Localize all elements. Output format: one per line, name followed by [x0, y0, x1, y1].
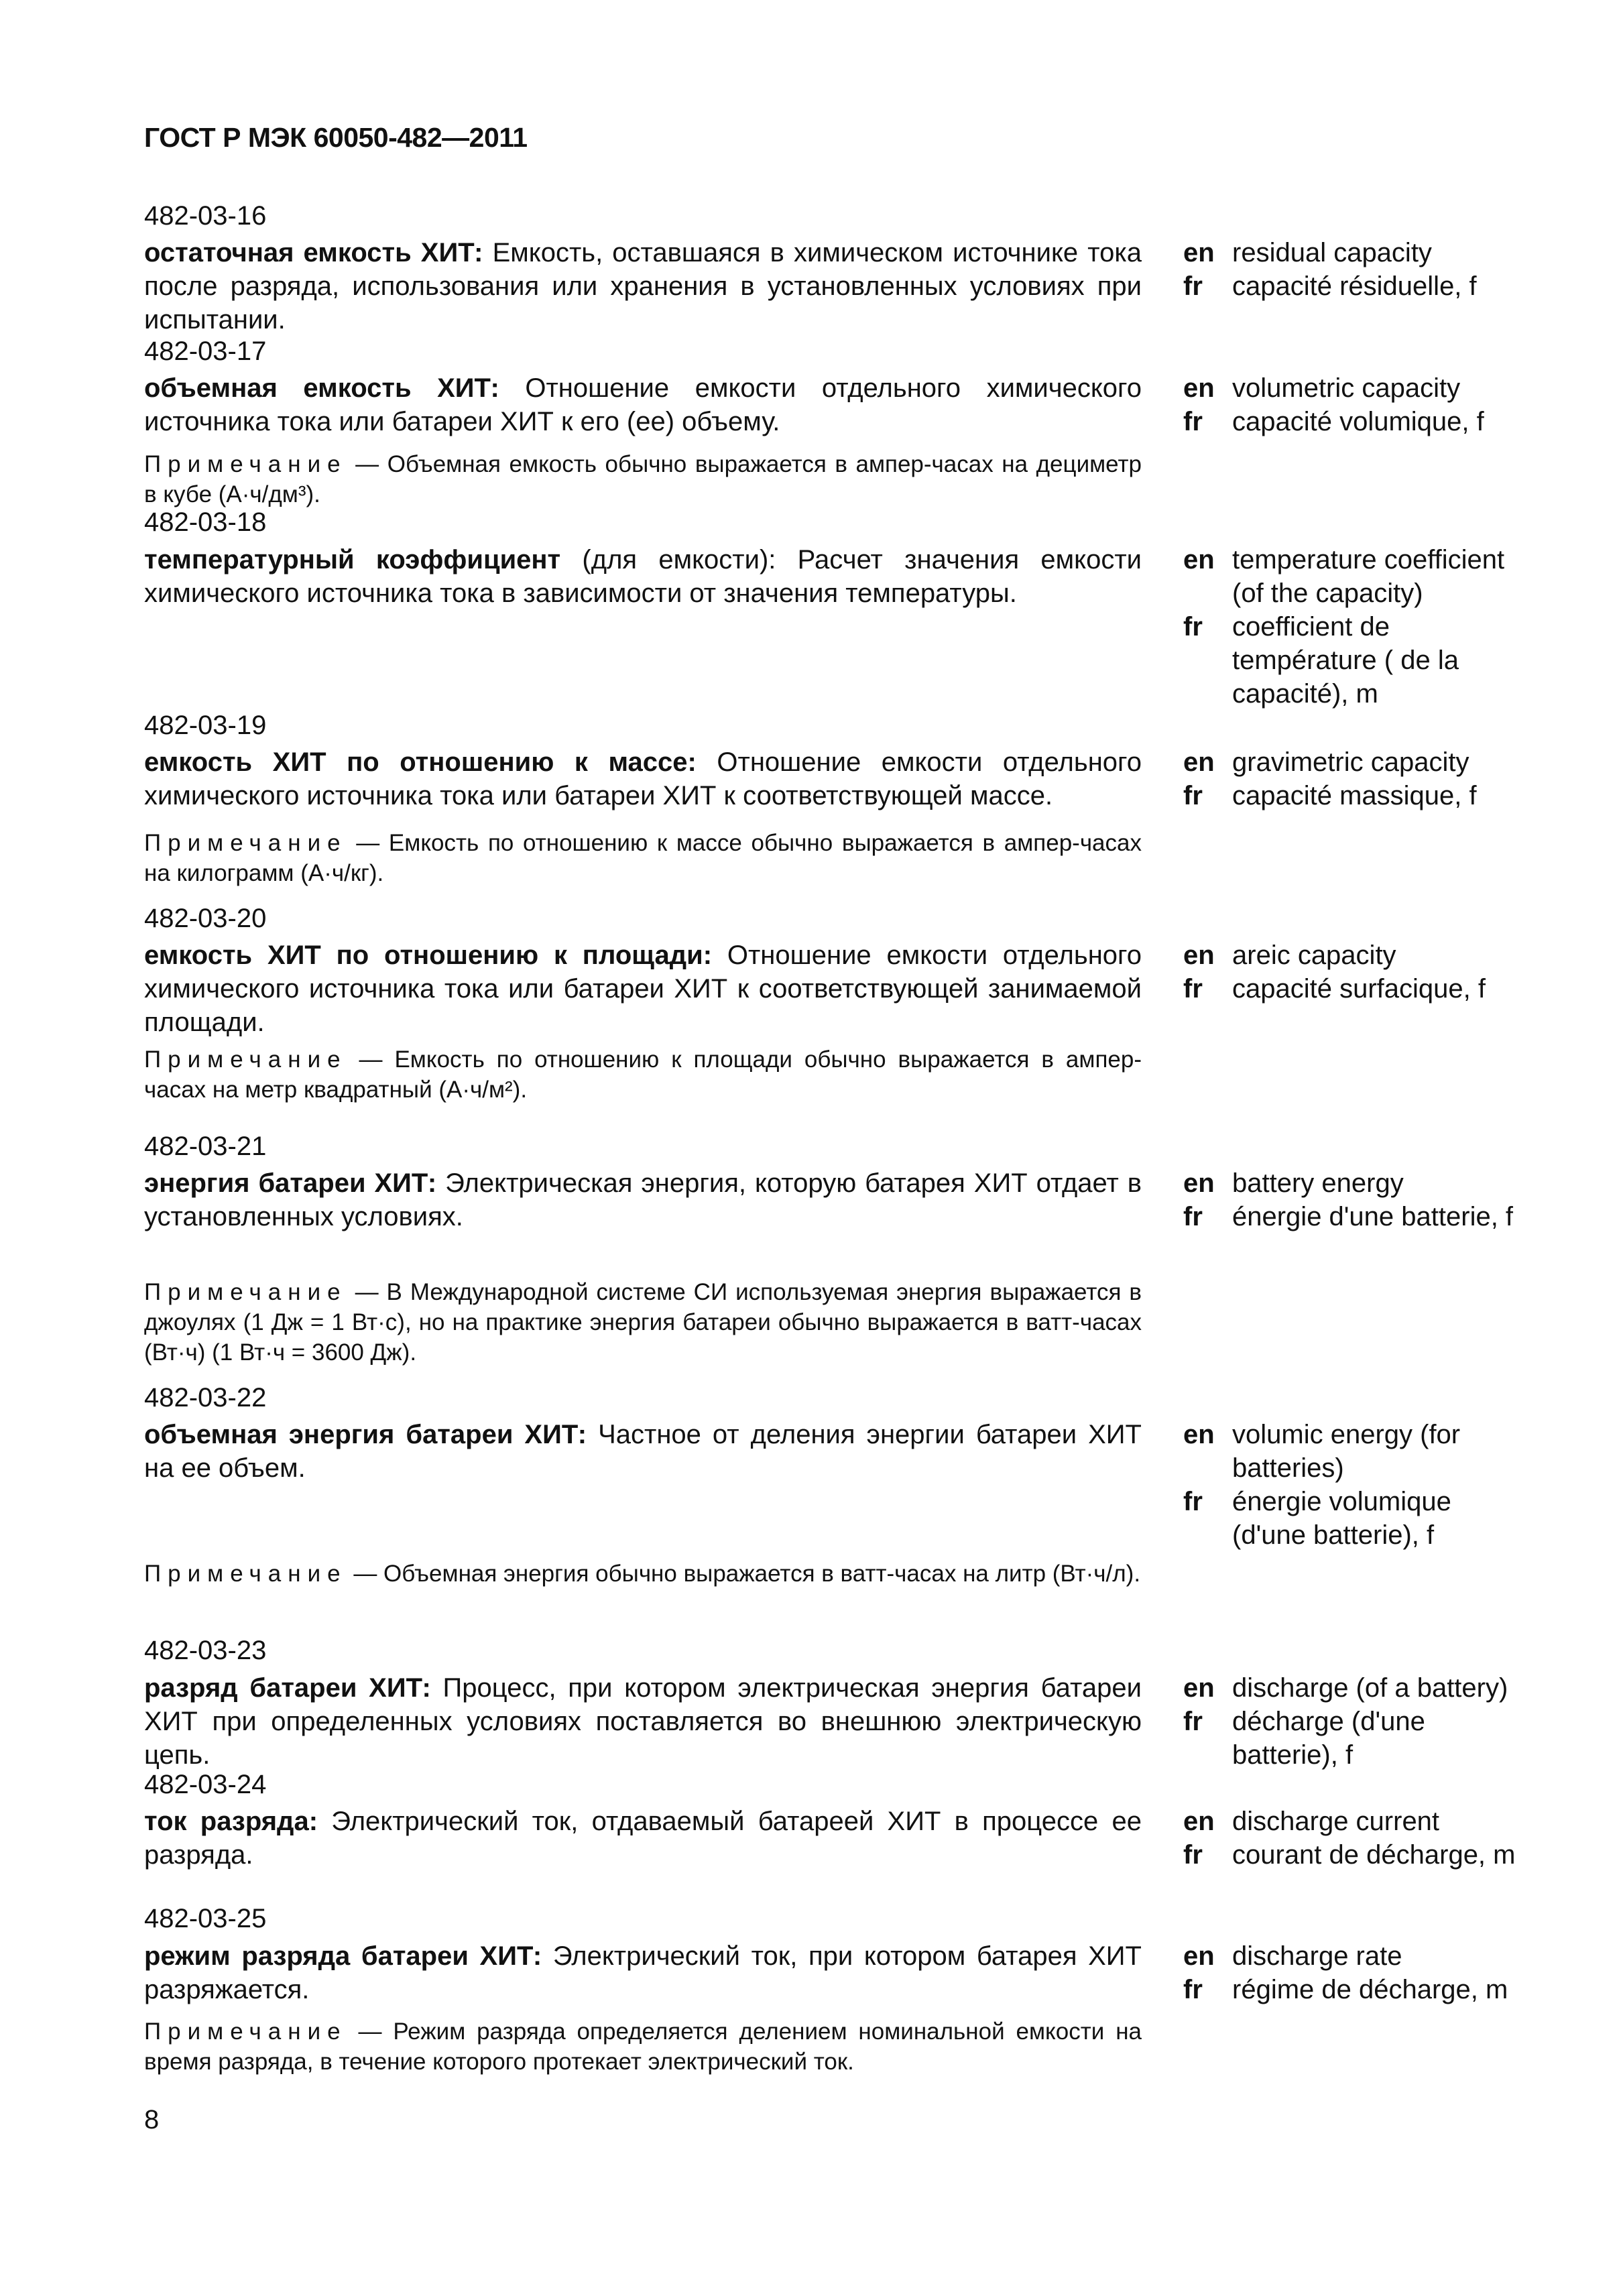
language-code: en: [1183, 1420, 1215, 1449]
language-equivalents: [1183, 1805, 1532, 1872]
definition-paragraph: [144, 1166, 1142, 1233]
language-code: en: [1183, 238, 1215, 267]
equivalent-en: [1183, 1805, 1532, 1838]
equivalent-term: discharge rate: [1232, 1941, 1402, 1971]
entry-number: 482-03-24: [144, 1770, 267, 1799]
equivalent-term: capacité résiduelle, f: [1232, 271, 1477, 301]
language-code: en: [1183, 1168, 1215, 1198]
equivalent-fr: [1183, 610, 1532, 711]
equivalent-term: temperature coefficient (of the capacity): [1232, 545, 1505, 608]
equivalent-fr: [1183, 1485, 1532, 1552]
entry-number: 482-03-25: [144, 1904, 267, 1933]
equivalent-term: battery energy: [1232, 1168, 1404, 1198]
equivalent-en: [1183, 371, 1532, 405]
definition-paragraph: [144, 371, 1142, 438]
note-paragraph: [144, 1559, 1142, 1589]
entry-number: 482-03-17: [144, 337, 267, 366]
equivalent-en: [1183, 1166, 1532, 1200]
equivalent-term: volumetric capacity: [1232, 373, 1461, 403]
equivalent-en: [1183, 745, 1532, 779]
entry-number: 482-03-22: [144, 1383, 267, 1412]
note-label: Примечание: [144, 1561, 347, 1587]
term-name: энергия батареи ХИТ:: [144, 1168, 437, 1198]
equivalent-fr: [1183, 1705, 1532, 1772]
term-name: объемная емкость ХИТ:: [144, 373, 499, 403]
term-name: температурный коэффициент: [144, 545, 561, 575]
equivalent-fr: [1183, 1200, 1532, 1233]
language-code: fr: [1183, 1487, 1203, 1516]
equivalent-fr: [1183, 269, 1532, 303]
note-label: Примечание: [144, 1046, 347, 1073]
term-name: остаточная емкость ХИТ:: [144, 238, 483, 267]
language-code: fr: [1183, 974, 1203, 1004]
equivalent-term: régime de décharge, m: [1232, 1975, 1508, 2004]
note-paragraph: [144, 828, 1142, 888]
equivalent-fr: [1183, 405, 1532, 438]
equivalent-term: énergie volumique (d'une batterie), f: [1232, 1487, 1451, 1550]
entry-number: 482-03-23: [144, 1636, 267, 1665]
language-equivalents: [1183, 371, 1532, 438]
definition-paragraph: [144, 939, 1142, 1039]
note-label: Примечание: [144, 830, 347, 856]
entry-number: 482-03-18: [144, 507, 267, 537]
equivalent-term: capacité volumique, f: [1232, 407, 1484, 436]
definition-paragraph: [144, 1805, 1142, 1872]
note-text: — Объемная энергия обычно выражается в ватт-часах на литр (Вт·ч/л).: [353, 1561, 1141, 1587]
language-equivalents: [1183, 1166, 1532, 1233]
definition-text: Емкость, оставшаяся в химическом источнике тока после разряда, использования или хранения в установленных условиях при испытании.: [144, 238, 1142, 335]
language-equivalents: [1183, 1939, 1532, 2006]
definition-text: (для емкости): Расчет значения емкости химического источника тока в зависимости от значения температуры.: [144, 545, 1142, 608]
equivalent-term: residual capacity: [1232, 238, 1432, 267]
equivalent-term: discharge current: [1232, 1807, 1440, 1836]
note-paragraph: [144, 449, 1142, 509]
page-number: 8: [144, 2105, 160, 2134]
definition-paragraph: [144, 236, 1142, 337]
note-label: Примечание: [144, 1279, 347, 1305]
note-paragraph: [144, 1044, 1142, 1105]
note-text: — Режим разряда определяется делением номинальной емкости на время разряда, в течение которого протекает электрический ток.: [144, 2018, 1142, 2075]
definition-paragraph: [144, 1939, 1142, 2006]
equivalent-fr: [1183, 779, 1532, 812]
language-code: en: [1183, 747, 1215, 777]
language-code: fr: [1183, 271, 1203, 301]
definition-text: Отношение емкости отдельного химического источника тока или батареи ХИТ к его (ее) объему.: [144, 373, 1142, 436]
note-text: — Объемная емкость обычно выражается в ампер-часах на дециметр в кубе (А·ч/дм³).: [144, 451, 1142, 507]
language-code: fr: [1183, 407, 1203, 436]
note-text: — Емкость по отношению к массе обычно выражается в ампер-часах на килограмм (А·ч/кг).: [144, 830, 1142, 886]
definition-paragraph: [144, 1418, 1142, 1485]
note-paragraph: [144, 2016, 1142, 2077]
language-equivalents: [1183, 939, 1532, 1006]
equivalent-en: [1183, 939, 1532, 972]
definition-text: Отношение емкости отдельного химического источника тока или батареи ХИТ к соответствующей массе.: [144, 747, 1142, 810]
term-name: режим разряда батареи ХИТ:: [144, 1941, 542, 1971]
term-name: ток разряда:: [144, 1807, 318, 1836]
note-label: Примечание: [144, 2018, 347, 2045]
equivalent-term: discharge (of a battery): [1232, 1673, 1508, 1703]
equivalent-term: coefficient de température ( de la capacité), m: [1232, 612, 1459, 709]
equivalent-term: courant de décharge, m: [1232, 1840, 1516, 1870]
equivalent-term: volumic energy (for batteries): [1232, 1420, 1461, 1483]
document-header: ГОСТ Р МЭК 60050-482—2011: [144, 122, 528, 153]
note-text: — Емкость по отношению к площади обычно выражается в ампер-часах на метр квадратный (А·ч/м²).: [144, 1046, 1142, 1103]
language-code: fr: [1183, 612, 1203, 642]
entry-number: 482-03-20: [144, 904, 267, 933]
language-code: fr: [1183, 1840, 1203, 1870]
equivalent-term: gravimetric capacity: [1232, 747, 1469, 777]
definition-text: Электрическая энергия, которую батарея ХИТ отдает в установленных условиях.: [144, 1168, 1142, 1231]
equivalent-en: [1183, 1671, 1532, 1705]
language-code: en: [1183, 545, 1215, 575]
definition-text: Электрический ток, отдаваемый батареей ХИТ в процессе ее разряда.: [144, 1807, 1142, 1870]
definition-paragraph: [144, 745, 1142, 812]
entry-number: 482-03-16: [144, 201, 267, 231]
language-code: fr: [1183, 781, 1203, 810]
language-equivalents: [1183, 1671, 1532, 1772]
equivalent-en: [1183, 236, 1532, 269]
definition-text: Отношение емкости отдельного химического источника тока или батареи ХИТ к соответствующей занимаемой площади.: [144, 941, 1142, 1037]
definition-text: Частное от деления энергии батареи ХИТ на ее объем.: [144, 1420, 1142, 1483]
language-code: fr: [1183, 1975, 1203, 2004]
note-paragraph: [144, 1277, 1142, 1368]
language-code: en: [1183, 1941, 1215, 1971]
equivalent-term: énergie d'une batterie, f: [1232, 1202, 1514, 1231]
term-name: разряд батареи ХИТ:: [144, 1673, 431, 1703]
entry-number: 482-03-21: [144, 1132, 267, 1161]
equivalent-fr: [1183, 1973, 1532, 2006]
equivalent-fr: [1183, 972, 1532, 1006]
language-equivalents: [1183, 236, 1532, 303]
language-code: en: [1183, 1673, 1215, 1703]
language-code: en: [1183, 373, 1215, 403]
equivalent-term: décharge (d'une batterie), f: [1232, 1707, 1425, 1770]
equivalent-en: [1183, 543, 1532, 610]
definition-paragraph: [144, 1671, 1142, 1772]
term-name: емкость ХИТ по отношению к массе:: [144, 747, 697, 777]
equivalent-en: [1183, 1939, 1532, 1973]
term-name: объемная энергия батареи ХИТ:: [144, 1420, 587, 1449]
equivalent-fr: [1183, 1838, 1532, 1872]
language-code: en: [1183, 1807, 1215, 1836]
equivalent-en: [1183, 1418, 1532, 1485]
language-code: en: [1183, 941, 1215, 970]
definition-text: Электрический ток, при котором батарея ХИТ разряжается.: [144, 1941, 1142, 2004]
equivalent-term: capacité surfacique, f: [1232, 974, 1486, 1004]
definition-text: Процесс, при котором электрическая энергия батареи ХИТ при определенных условиях поставляется во внешнюю электрическую цепь.: [144, 1673, 1142, 1770]
equivalent-term: areic capacity: [1232, 941, 1396, 970]
definition-paragraph: [144, 543, 1142, 610]
note-text: — В Международной системе СИ используемая энергия выражается в джоулях (1 Дж = 1 Вт·с), но на практике энергия батареи обычно выражается в ватт-часах (Вт·ч) (1 Вт·ч = 3600 Дж).: [144, 1279, 1142, 1366]
language-code: fr: [1183, 1202, 1203, 1231]
equivalent-term: capacité massique, f: [1232, 781, 1477, 810]
note-label: Примечание: [144, 451, 347, 477]
language-equivalents: [1183, 543, 1532, 711]
entry-number: 482-03-19: [144, 711, 267, 740]
term-name: емкость ХИТ по отношению к площади:: [144, 941, 713, 970]
language-equivalents: [1183, 745, 1532, 812]
language-equivalents: [1183, 1418, 1532, 1552]
language-code: fr: [1183, 1707, 1203, 1736]
